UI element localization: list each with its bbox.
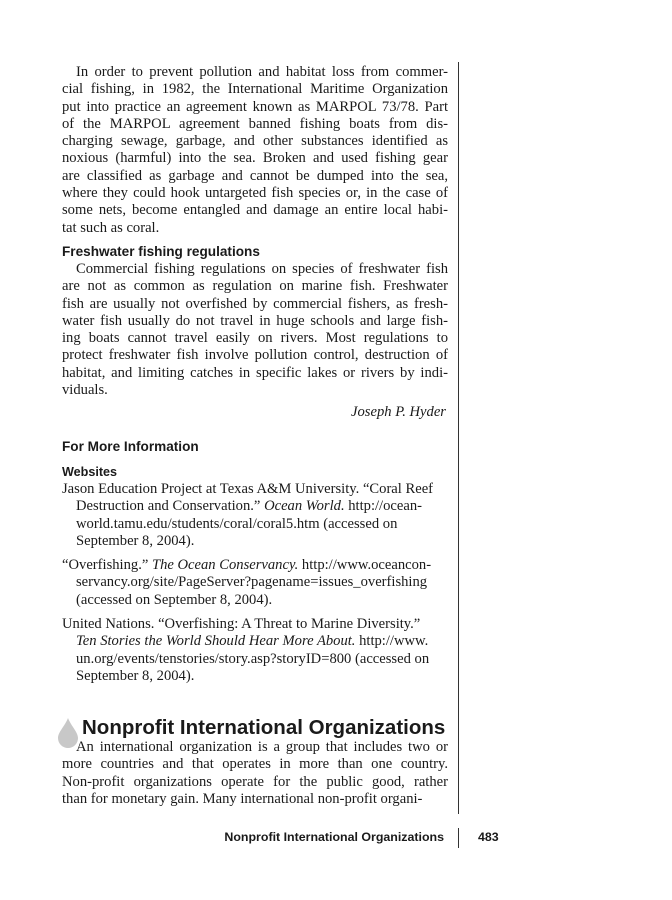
column-rule (458, 62, 459, 814)
text-line: Non-profit organizations operate for the public good, rather (62, 773, 448, 790)
text-line: cial fishing, in 1982, the International Maritime Organization (62, 81, 448, 98)
reference-list (62, 481, 448, 692)
reference-entry (62, 557, 448, 609)
reference-line: United Nations. “Overfishing: A Threat to Marine Diversity.” (62, 616, 421, 633)
reference-line: Jason Education Project at Texas A&M University. “Coral Reef (62, 481, 434, 497)
reference-line: (accessed on September 8, 2004). (76, 591, 273, 608)
freshwater-heading: Freshwater fishing regulations (62, 244, 260, 259)
reference-line: September 8, 2004). (76, 532, 195, 549)
text-line: charging sewage, garbage, and other substances identified as (62, 133, 448, 150)
reference-line: September 8, 2004). (76, 667, 195, 684)
reference-line: servancy.org/site/PageServer?pagename=issues_overfishing (76, 574, 428, 591)
text-line: where they could hook untargeted fish species or, in the case of (62, 185, 448, 202)
reference-line: “Overfishing.” The Ocean Conservancy. http://www.oceancon- (62, 557, 432, 574)
page-number: 483 (478, 830, 499, 844)
text-line: In order to prevent pollution and habitat loss from commer- (76, 64, 448, 80)
reference-line: Ten Stories the World Should Hear More About. http://www. (76, 633, 429, 650)
reference-entry (62, 481, 448, 550)
text-line: habitat, and limiting catches in specific lakes or rivers by indi- (62, 364, 448, 381)
reference-line: Destruction and Conservation.” Ocean World. http://ocean- (76, 498, 422, 515)
reference-entry (62, 616, 448, 685)
paragraph-freshwater (62, 261, 448, 399)
reference-line: world.tamu.edu/students/coral/coral5.htm (accessed on (76, 515, 398, 532)
text-line: tat such as coral. (62, 219, 160, 236)
text-line: noxious (harmful) into the sea. Broken and used fishing gear (62, 150, 448, 167)
text-line: An international organization is a group that includes two or (76, 739, 448, 755)
text-line: are classified as garbage and cannot be dumped into the sea, (62, 167, 448, 184)
text-line: water fish usually do not travel in huge schools and large fish- (62, 312, 448, 329)
text-line: of the MARPOL agreement banned fishing boats from dis- (62, 115, 448, 132)
running-title: Nonprofit International Organizations (224, 830, 444, 844)
more-info-heading: For More Information (62, 439, 199, 454)
websites-heading: Websites (62, 465, 118, 479)
text-line: Commercial fishing regulations on species of freshwater fish (76, 261, 448, 277)
text-line: than for monetary gain. Many international non-profit organi- (62, 790, 423, 807)
text-line: fish are usually not overfished by commercial fishers, as fresh- (62, 295, 448, 312)
reference-line: un.org/events/tenstories/story.asp?storyID=800 (accessed on (76, 650, 430, 667)
paragraph-marpol (62, 64, 448, 237)
text-line: put into practice an agreement known as MARPOL 73/78. Part (62, 98, 448, 115)
author-signature: Joseph P. Hyder (351, 404, 446, 420)
footer-rule (458, 828, 459, 848)
section-title: Nonprofit International Organizations (82, 716, 446, 739)
text-line: ing boats cannot travel easily on rivers. Most regulations to (62, 330, 448, 347)
text-line: some nets, become entangled and damage an entire local habi- (62, 202, 448, 219)
text-line: are not as common as regulation on marine fish. Freshwater (62, 278, 448, 295)
text-line: protect freshwater fish involve pollution control, destruction of (62, 347, 448, 364)
text-line: viduals. (62, 382, 108, 399)
text-line: more countries and that operates in more than one country. (62, 756, 448, 773)
paragraph-nonprofit (62, 739, 448, 808)
